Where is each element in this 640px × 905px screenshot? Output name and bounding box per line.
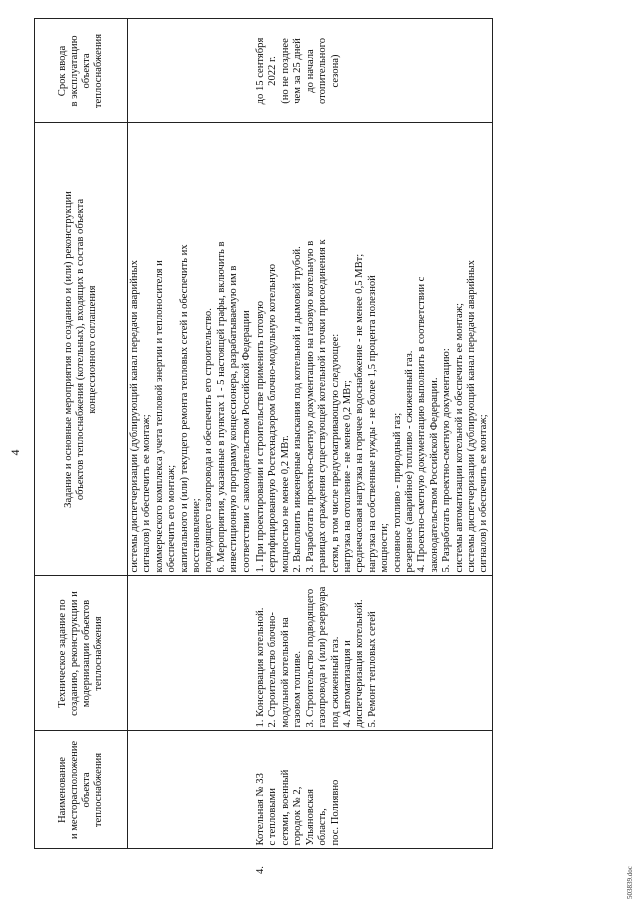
- task-line: границах ограждения существующей котельной и точки присоединения к: [317, 239, 329, 573]
- task-line: 5. Разработать проектно-сметную документацию:: [441, 348, 453, 573]
- header-line: модернизации объектов: [81, 599, 92, 708]
- heat-supply-table: [34, 19, 493, 878]
- spec-line: 1. Консервация котельной.: [255, 607, 267, 728]
- row-number: 4.: [255, 866, 267, 874]
- object-name-line: с тепловыми: [267, 788, 279, 846]
- task-line: 6. Мероприятия, указанные в пунктах 1 - 5 настоящей графы, включить в: [215, 241, 227, 573]
- table-row: [254, 19, 492, 877]
- task-line: системы диспетчеризации (дублирующий канал передачи аварийных: [465, 260, 477, 573]
- task-line: мощности;: [379, 523, 391, 573]
- task-line: сетям, в том числе предусматривающую следующее:: [329, 333, 341, 573]
- header-tasks: [35, 123, 128, 576]
- term-line: чем за 25 дней: [292, 38, 304, 104]
- task-line: системы автоматизации котельной и обеспечить ее монтаж;: [453, 303, 465, 573]
- task-line: 3. Разработать проектно-сметную документацию на газовую котельную в: [304, 240, 316, 573]
- task-line: среднечасовая нагрузка на горячее водоснабжение - не менее 0,5 МВт;: [354, 253, 366, 573]
- term-line: сезона): [329, 54, 341, 88]
- task-line: капитального и (или) текущего ремонта тепловых сетей и обеспечить их: [178, 244, 190, 573]
- term-line: до начала: [304, 49, 316, 93]
- spec-line: 4. Автоматизация и: [341, 640, 353, 728]
- task-line: инвестиционную программу концессионера, разрабатываемую им в: [228, 265, 240, 573]
- task-line: коммерческого комплекса учета тепловой энергии и теплоносителя и: [153, 260, 165, 573]
- term-line: 2022 г.: [267, 56, 279, 86]
- task-line: сигналов) и обеспечить ее монтаж;: [478, 414, 490, 573]
- commissioning-term-cell: [254, 19, 492, 123]
- header-line: теплоснабжения: [93, 33, 104, 109]
- object-name-line: сетями, военный: [279, 769, 291, 846]
- task-line: обеспечить его монтаж;: [166, 464, 178, 573]
- header-line: Срок ввода: [57, 45, 68, 97]
- task-line: сигналов) и обеспечить ее монтаж;: [141, 414, 153, 573]
- spec-line: под сжиженный газ.: [329, 636, 341, 728]
- technical-spec-cell: [254, 576, 492, 731]
- continuation-row: [128, 19, 255, 877]
- spec-line: модульной котельной на: [279, 617, 291, 728]
- object-name-cell: [254, 731, 492, 849]
- header-line: объекта: [81, 772, 92, 808]
- tasks-cell: [254, 123, 492, 576]
- spec-line: диспетчеризация котельной.: [354, 599, 366, 728]
- header-commissioning-term: [35, 19, 128, 123]
- header-line: в эксплуатацию: [69, 35, 80, 107]
- object-name-line: городок № 2,: [292, 786, 304, 846]
- task-line: нагрузка на собственные нужды - не более 1,5 процента полезной: [366, 275, 378, 573]
- page-number: 4: [8, 449, 22, 456]
- object-name-line: Котельная № 33: [255, 773, 267, 846]
- continuation-term-cell: [128, 19, 255, 123]
- header-line: созданию, реконструкции и: [69, 591, 80, 716]
- term-line: до 15 сентября: [255, 37, 267, 105]
- table-header-row: [35, 19, 128, 877]
- header-line: Техническое задание по: [57, 599, 68, 708]
- task-line: законодательством Российской Федерации.: [428, 377, 440, 573]
- continuation-tasks-cell: [128, 123, 255, 576]
- task-line: 4. Проектно-сметную документацию выполнить в соответствии с: [416, 276, 428, 573]
- task-line: мощностью не менее 0,2 МВт.: [279, 435, 291, 573]
- object-name-line: Ульяновская: [304, 789, 316, 846]
- document-id: 503839.doc: [626, 866, 634, 899]
- header-technical-spec: [35, 576, 128, 731]
- spec-line: газовом топливе.: [292, 650, 304, 728]
- task-line: нагрузка на отопление - не менее 0,2 МВт;: [341, 380, 353, 573]
- object-name-line: пос. Полиявно: [329, 779, 341, 846]
- task-line: сертифицированную Ростехнадзором блочно-модульную котельную: [267, 263, 279, 573]
- task-line: подводящего газопровода и обеспечить его строительство.: [203, 308, 215, 573]
- spec-line: газопровода и (или) резервуара: [317, 586, 329, 728]
- task-line: основное топливо - природный газ;: [391, 412, 403, 573]
- spec-line: 5. Ремонт тепловых сетей: [366, 611, 378, 728]
- task-line: соответствии с законодательством Российской Федерации: [240, 310, 252, 573]
- header-object-name: [35, 731, 128, 849]
- header-line: объектов теплоснабжения (котельных), входящих в состав объекта: [75, 198, 86, 501]
- header-line: Наименование: [57, 757, 68, 823]
- header-line: теплоснабжения: [93, 616, 104, 691]
- header-line: и месторасположение: [69, 740, 80, 840]
- spec-line: 2. Строительство блочно-: [267, 612, 279, 728]
- spec-line: 3. Строительство подводящего: [304, 588, 316, 728]
- object-name-line: область,: [317, 808, 329, 846]
- task-line: 2. Выполнить инженерные изыскания под котельной и дымовой трубой.: [292, 246, 304, 573]
- task-line: восстановление;: [191, 498, 203, 573]
- header-line: теплоснабжения: [93, 752, 104, 828]
- number-column-header: [35, 849, 128, 877]
- term-line: (но не позднее: [279, 38, 291, 104]
- continuation-name-cell: [128, 731, 255, 849]
- header-line: концессионного соглашения: [87, 285, 98, 414]
- task-line: системы диспетчеризации (дублирующий канал передачи аварийных: [129, 260, 140, 573]
- task-line: резервное (аварийное) топливо - сжиженный газ.: [403, 350, 415, 573]
- continuation-spec-cell: [128, 576, 255, 731]
- term-line: отопительного: [317, 37, 329, 105]
- task-line: 1. При проектировании и строительстве применить готовую: [255, 300, 267, 573]
- header-line: Задание и основные мероприятия по созданию и (или) реконструкции: [63, 191, 74, 508]
- header-line: объекта: [81, 53, 92, 89]
